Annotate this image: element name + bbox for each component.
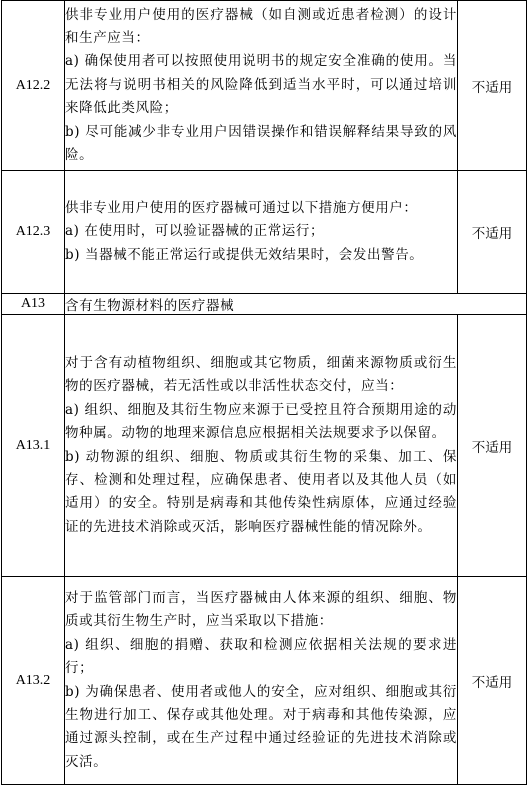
- requirements-table: [1, 0, 527, 785]
- clause-paragraph: 供非专业用户使用的医疗器械可通过以下措施方便用户：: [65, 199, 418, 216]
- clause-text: [65, 577, 458, 785]
- applicability-cell: 不适用: [458, 577, 527, 785]
- clause-paragraph: a) 确保使用者可以按照使用说明书的规定安全准确的使用。当无法将与说明书相关的风险降低到适当水平时，可以通过培训来降低此类风险；: [65, 53, 457, 117]
- section-heading: 含有生物源材料的医疗器械: [65, 294, 527, 315]
- clause-text: [65, 1, 458, 171]
- table-row-a13: [2, 294, 527, 315]
- clause-paragraph: 对于监管部门而言，当医疗器械由人体来源的组织、细胞、物质或其衍生物生产时，应当采取以下措施：: [65, 589, 457, 630]
- clause-paragraph: b) 尽可能减少非专业用户因错误操作和错误解释结果导致的风险。: [65, 123, 457, 164]
- clause-paragraph: a) 在使用时，可以验证器械的正常运行；: [65, 223, 325, 240]
- clause-id: A13.1: [2, 315, 65, 577]
- clause-paragraph: 对于含有动植物组织、细胞或其它物质，细菌来源物质或衍生物的医疗器械，若无活性或以非活性状态交付，应当：: [65, 354, 457, 395]
- clause-text: [65, 315, 458, 577]
- table-row-a13-1: [2, 315, 527, 577]
- clause-paragraph: b) 动物源的组织、细胞、物质或其衍生物的采集、加工、保存、检测和处理过程，应确保患者、使用者以及其他人员（如适用）的安全。特别是病毒和其他传染性病原体，应通过经验证的先进技术消除或灭活，影响医疗器械性能的情况除外。: [65, 448, 457, 535]
- clause-id: A12.2: [2, 1, 65, 171]
- clause-id: A13: [2, 294, 65, 315]
- clause-text: [65, 171, 458, 294]
- clause-id: A13.2: [2, 577, 65, 785]
- table-row-a12-3: [2, 171, 527, 294]
- clause-paragraph: 供非专业用户使用的医疗器械（如自测或近患者检测）的设计和生产应当：: [65, 6, 457, 46]
- clause-paragraph: a) 组织、细胞及其衍生物应来源于已受控且符合预期用途的动物种属。动物的地理来源信息应根据相关法规要求予以保留。: [65, 401, 457, 442]
- clause-paragraph: b) 当器械不能正常运行或提供无效结果时，会发出警告。: [65, 246, 424, 263]
- applicability-cell: 不适用: [458, 171, 527, 294]
- applicability-cell: 不适用: [458, 315, 527, 577]
- applicability-cell: 不适用: [458, 1, 527, 171]
- clause-id: A12.3: [2, 171, 65, 294]
- table-row-a12-2: [2, 1, 527, 171]
- clause-paragraph: b) 为确保患者、使用者或他人的安全，应对组织、细胞或其衍生物进行加工、保存或其他处理。对于病毒和其他传染源，应通过源头控制，或在生产过程中通过经验证的先进技术消除或灭活。: [65, 683, 457, 770]
- table-row-a13-2: [2, 577, 527, 785]
- clause-paragraph: a) 组织、细胞的捐赠、获取和检测应依据相关法规的要求进行；: [65, 636, 457, 677]
